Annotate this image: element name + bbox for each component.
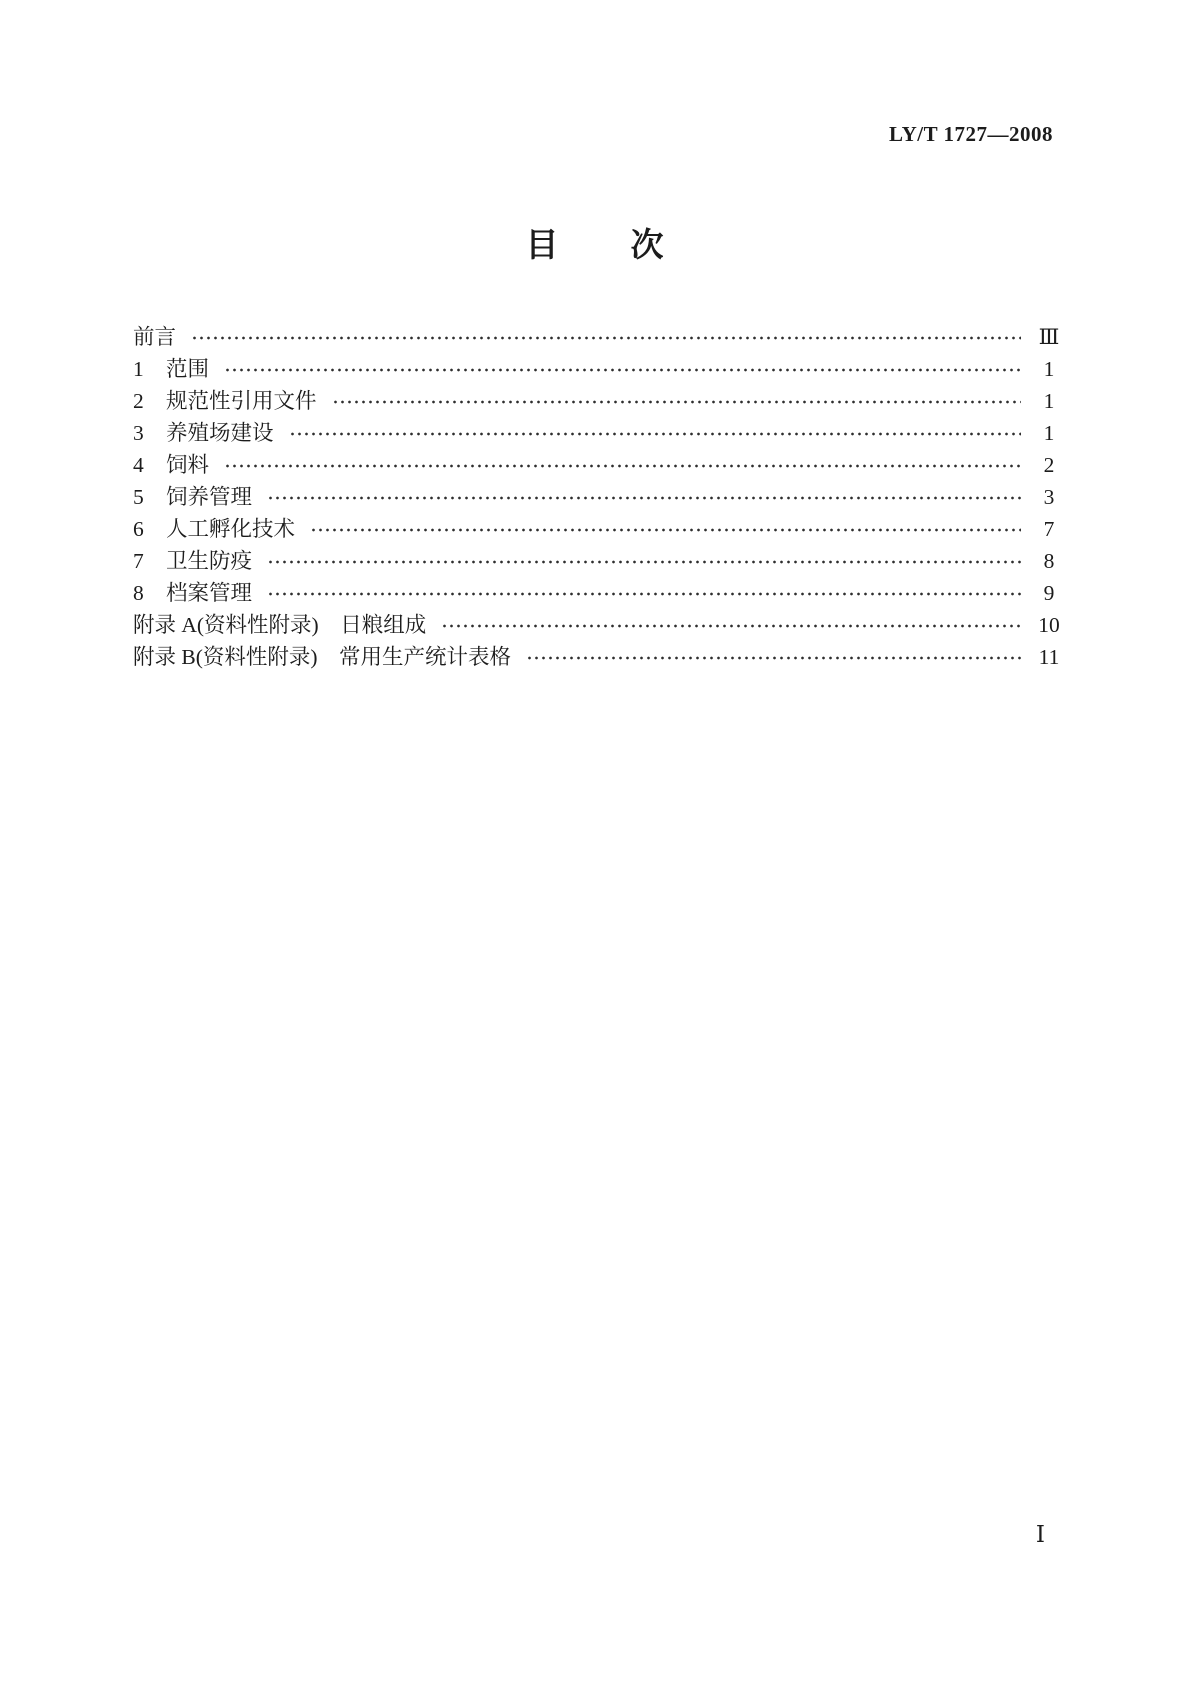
toc-entry-appendix-b — [133, 642, 1065, 674]
dot-leader — [222, 450, 1021, 482]
toc-entry-hygiene-epidemic-prevention — [133, 546, 1065, 578]
dot-leader — [189, 322, 1021, 354]
dot-leader — [265, 546, 1021, 578]
standard-number: LY/T 1727—2008 — [889, 122, 1053, 146]
toc-entry-number: 4 — [133, 453, 144, 478]
page-title: 目 次 — [525, 228, 666, 264]
toc-entry-label: 饲料 — [166, 453, 210, 478]
toc-entry-feeding-management — [133, 482, 1065, 514]
toc-entry-label: 档案管理 — [166, 581, 253, 606]
toc-entry-number: 8 — [133, 581, 144, 606]
toc-entry-page: 2 — [1043, 453, 1055, 478]
toc-entry-normative-references — [133, 386, 1065, 418]
toc-entry-label: 养殖场建设 — [166, 421, 274, 446]
toc-entry-page: 9 — [1043, 581, 1055, 606]
toc-entry-page: 3 — [1043, 485, 1055, 510]
toc-entry-number: 6 — [133, 517, 144, 542]
dot-leader — [308, 514, 1021, 546]
table-of-contents — [133, 322, 1065, 674]
toc-entry-page: 7 — [1043, 517, 1055, 542]
toc-entry-number: 2 — [133, 389, 144, 414]
dot-leader — [524, 642, 1021, 674]
toc-entry-page: 1 — [1043, 357, 1055, 382]
toc-entry-page: 11 — [1038, 645, 1060, 670]
toc-entry-number: 5 — [133, 485, 144, 510]
toc-entry-page: 1 — [1043, 389, 1055, 414]
toc-entry-label: 人工孵化技术 — [166, 517, 296, 542]
toc-entry-number: 3 — [133, 421, 144, 446]
toc-entry-label: 饲养管理 — [166, 485, 253, 510]
toc-entry-farm-construction — [133, 418, 1065, 450]
toc-entry-foreword — [133, 322, 1065, 354]
toc-entry-label: 前言 — [133, 325, 177, 350]
toc-entry-label: 附录 B(资料性附录) 常用生产统计表格 — [133, 645, 512, 670]
toc-entry-archives-management — [133, 578, 1065, 610]
toc-entry-page: 1 — [1043, 421, 1055, 446]
dot-leader — [265, 482, 1021, 514]
toc-entry-number: 7 — [133, 549, 144, 574]
toc-entry-page: Ⅲ — [1038, 325, 1060, 350]
toc-entry-page: 10 — [1038, 613, 1060, 638]
page-number: Ⅰ — [1035, 1522, 1045, 1547]
dot-leader — [330, 386, 1021, 418]
dot-leader — [265, 578, 1021, 610]
toc-entry-label: 卫生防疫 — [166, 549, 253, 574]
toc-entry-label: 范围 — [166, 357, 210, 382]
toc-entry-artificial-incubation — [133, 514, 1065, 546]
toc-entry-number: 1 — [133, 357, 144, 382]
toc-entry-appendix-a — [133, 610, 1065, 642]
toc-entry-page: 8 — [1043, 549, 1055, 574]
dot-leader — [287, 418, 1021, 450]
dot-leader — [439, 610, 1021, 642]
toc-entry-label: 附录 A(资料性附录) 日粮组成 — [133, 613, 427, 638]
dot-leader — [222, 354, 1021, 386]
toc-entry-feed — [133, 450, 1065, 482]
toc-entry-scope — [133, 354, 1065, 386]
toc-entry-label: 规范性引用文件 — [166, 389, 317, 414]
